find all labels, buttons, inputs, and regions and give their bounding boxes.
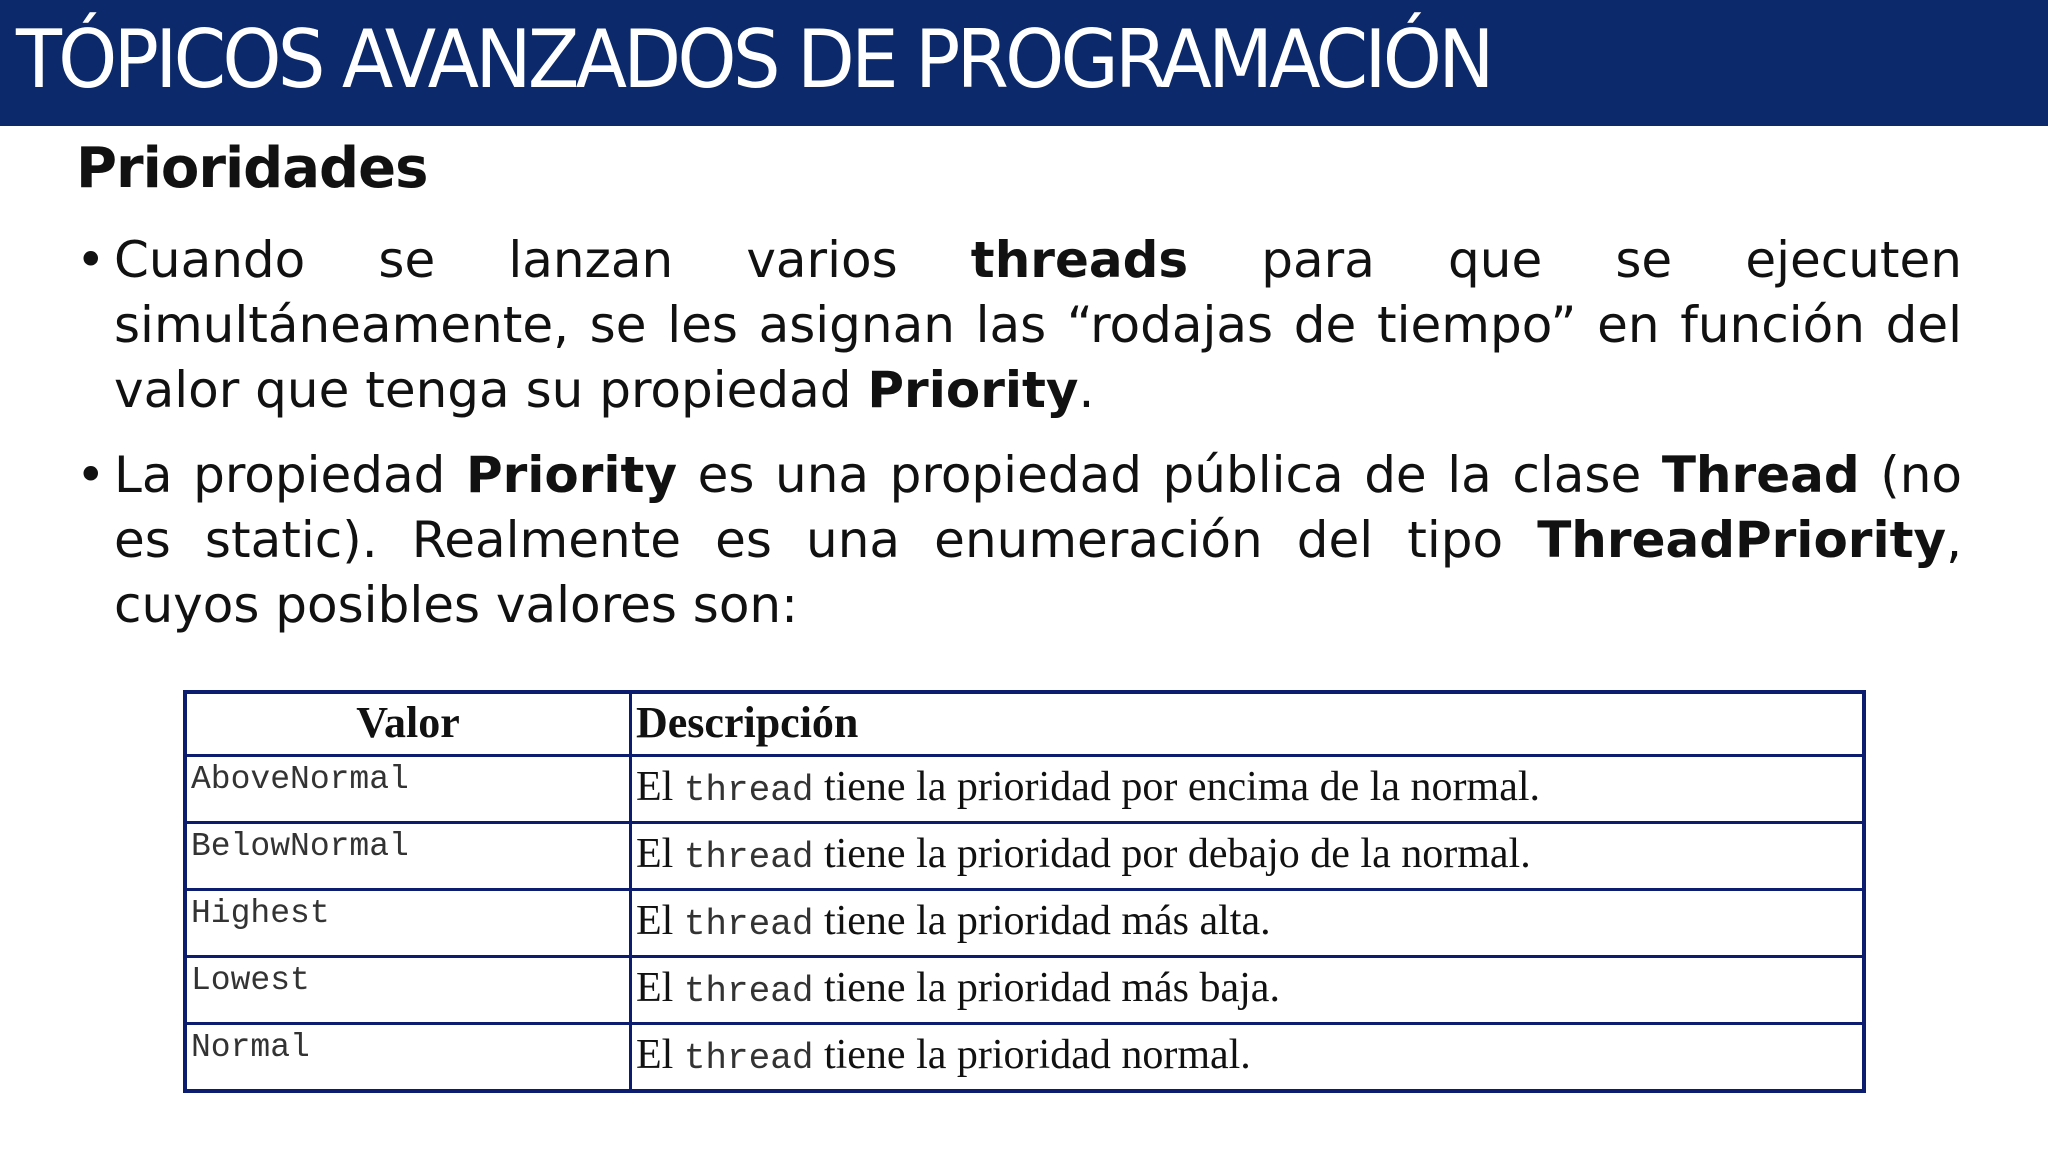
bullet-text: es una propiedad pública de la clase xyxy=(677,446,1662,504)
table-row xyxy=(185,823,1864,890)
bullet-list xyxy=(76,228,1962,638)
bullet-text: . xyxy=(1078,361,1095,419)
desc-code: thread xyxy=(683,904,814,945)
bullet-text: Cuando se lanzan varios xyxy=(114,231,971,289)
descripcion-cell xyxy=(631,1024,1865,1092)
valor-cell: Normal xyxy=(185,1024,631,1092)
bullet-text: , cuyos posibles valores son: xyxy=(114,511,1962,634)
desc-rest: tiene la prioridad más baja. xyxy=(813,965,1280,1011)
section-title: Prioridades xyxy=(76,136,428,201)
desc-prefix: El xyxy=(636,764,684,810)
bullet-dot-icon: • xyxy=(76,231,106,289)
priority-values-table xyxy=(183,690,1866,1093)
desc-rest: tiene la prioridad más alta. xyxy=(813,898,1271,944)
desc-code: thread xyxy=(683,770,814,811)
header-bar xyxy=(0,0,2048,126)
desc-prefix: El xyxy=(636,965,684,1011)
bullet-bold-term: Priority xyxy=(465,446,678,504)
descripcion-cell xyxy=(631,957,1865,1024)
table-row xyxy=(185,890,1864,957)
table-row xyxy=(185,756,1864,823)
valor-cell: Highest xyxy=(185,890,631,957)
desc-prefix: El xyxy=(636,831,684,877)
valor-cell: Lowest xyxy=(185,957,631,1024)
desc-code: thread xyxy=(683,1038,814,1079)
slide-header-title: TÓPICOS AVANZADOS DE PROGRAMACIÓN xyxy=(16,13,1491,106)
bullet-bold-term: threads xyxy=(970,231,1189,289)
table-header-row xyxy=(185,692,1864,756)
valor-cell: BelowNormal xyxy=(185,823,631,890)
column-header-descripcion: Descripción xyxy=(631,692,1865,756)
desc-code: thread xyxy=(683,971,814,1012)
descripcion-cell xyxy=(631,756,1865,823)
desc-rest: tiene la prioridad por encima de la normal. xyxy=(813,764,1541,810)
desc-prefix: El xyxy=(636,898,684,944)
descripcion-cell xyxy=(631,823,1865,890)
bullet-item-1 xyxy=(76,228,1962,423)
bullet-bold-term: ThreadPriority xyxy=(1537,511,1947,569)
bullet-dot-icon: • xyxy=(76,446,106,504)
descripcion-cell xyxy=(631,890,1865,957)
desc-rest: tiene la prioridad por debajo de la normal. xyxy=(813,831,1531,877)
desc-rest: tiene la prioridad normal. xyxy=(813,1032,1251,1078)
table-row xyxy=(185,957,1864,1024)
bullet-bold-term: Priority xyxy=(867,361,1079,419)
bullet-text: para que se ejecuten simultáneamente, se les asignan las “rodajas de tiempo” en función del valor que tenga su propiedad xyxy=(114,231,1962,419)
bullet-text: (no es static). Realmente es una enumeración del tipo xyxy=(114,446,1963,569)
table-row xyxy=(185,1024,1864,1092)
valor-cell: AboveNormal xyxy=(185,756,631,823)
desc-prefix: El xyxy=(636,1032,684,1078)
bullet-bold-term: Thread xyxy=(1661,446,1860,504)
bullet-item-2 xyxy=(76,443,1962,638)
column-header-valor: Valor xyxy=(185,692,631,756)
desc-code: thread xyxy=(683,837,814,878)
bullet-text: La propiedad xyxy=(114,446,466,504)
